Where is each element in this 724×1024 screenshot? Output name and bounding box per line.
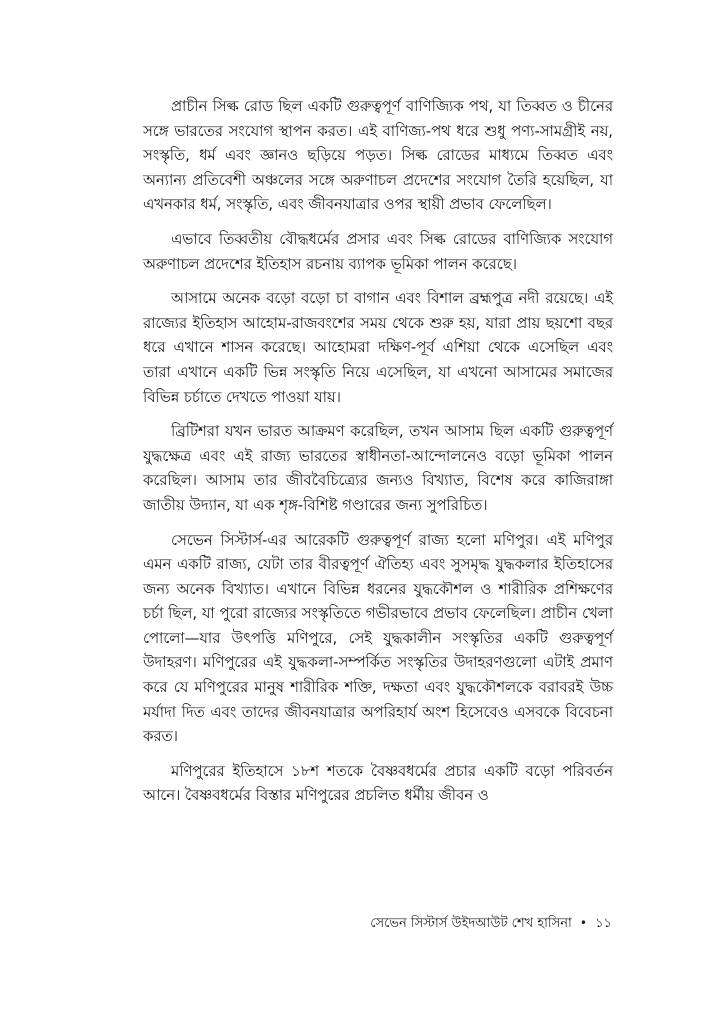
- paragraph-assam: আসামে অনেক বড়ো বড়ো চা বাগান এবং বিশাল ব্রহ্মপুত্র নদী রয়েছে। এই রাজ্যের ইতিহাস আহোম-রাজবংশের সময় থেকে শুরু হয়, যারা প্রায় ছয়শো বছর ধরে এখানে শাসন করেছে। আহোমরা দক্ষিণ-পূর্ব এশিয়া থেকে এসেছিল এবং তারা এখানে একটি ভিন্ন সংস্কৃতি নিয়ে এসেছিল, যা এখনো আসামের সমাজের বিভিন্ন চর্চাতে দেখতে পাওয়া যায়।: [143, 290, 613, 406]
- paragraph-tibetan-buddhism: এভাবে তিব্বতীয় বৌদ্ধধর্মের প্রসার এবং সিল্ক রোডের বাণিজ্যিক সংযোগ অরুণাচল প্রদেশের ইতিহাস রচনায় ব্যাপক ভূমিকা পালন করেছে।: [143, 230, 613, 273]
- page-number: ১১: [595, 916, 612, 931]
- paragraph-vaishnavism: মণিপুরের ইতিহাসে ১৮শ শতকে বৈষ্ণবধর্মের প্রচার একটি বড়ো পরিবর্তন আনে। বৈষ্ণবধর্মের বিস্তার মণিপুরের প্রচলিত ধর্মীয় জীবন ও: [143, 762, 613, 805]
- page-footer: [370, 914, 612, 933]
- paragraph-british-assam: ব্রিটিশরা যখন ভারত আক্রমণ করেছিল, তখন আসাম ছিল একটি গুরুত্বপূর্ণ যুদ্ধক্ষেত্র এবং এই রাজ্য ভারতের স্বাধীনতা-আন্দোলনেও বড়ো ভূমিকা পালন করেছিল। আসাম তার জীববৈচিত্র্যের জন্যও বিখ্যাত, বিশেষ করে কাজিরাঙ্গা জাতীয় উদ্যান, যা এক শৃঙ্গ-বিশিষ্ট গণ্ডারের জন্য সুপরিচিত।: [143, 423, 613, 514]
- running-title: সেভেন সিস্টার্স উইদআউট শেখ হাসিনা: [370, 916, 572, 931]
- paragraph-silk-road: প্রাচীন সিল্ক রোড ছিল একটি গুরুত্বপূর্ণ বাণিজ্যিক পথ, যা তিব্বত ও চীনের সঙ্গে ভারতের সংযোগ স্থাপন করত। এই বাণিজ্য-পথ ধরে শুধু পণ্য-সামগ্রীই নয়, সংস্কৃতি, ধর্ম এবং জ্ঞানও ছড়িয়ে পড়ত। সিল্ক রোডের মাধ্যমে তিব্বত এবং অন্যান্য প্রতিবেশী অঞ্চলের সঙ্গে অরুণাচল প্রদেশের সংযোগ তৈরি হয়েছিল, যা এখনকার ধর্ম, সংস্কৃতি, এবং জীবনযাত্রার ওপর স্থায়ী প্রভাব ফেলেছিল।: [143, 98, 613, 214]
- page-body: [143, 95, 613, 819]
- footer-separator: •: [579, 916, 587, 930]
- paragraph-manipur: সেভেন সিস্টার্স-এর আরেকটি গুরুত্বপূর্ণ রাজ্য হলো মণিপুর। এই মণিপুর এমন একটি রাজ্য, যেটা তার বীরত্বপূর্ণ ঐতিহ্য এবং সুসমৃদ্ধ যুদ্ধকলার ইতিহাসের জন্য অনেক বিখ্যাত। এখানে বিভিন্ন ধরনের যুদ্ধকৌশল ও শারীরিক প্রশিক্ষণের চর্চা ছিল, যা পুরো রাজ্যের সংস্কৃতিতে গভীরভাবে প্রভাব ফেলেছিল। প্রাচীন খেলা পোলো—যার উৎপত্তি মণিপুরে, সেই যুদ্ধকালীন সংস্কৃতির একটি গুরুত্বপূর্ণ উদাহরণ। মণিপুরের এই যুদ্ধকলা-সম্পর্কিত সংস্কৃতির উদাহরণগুলো এটাই প্রমাণ করে যে মণিপুরের মানুষ শারীরিক শক্তি, দক্ষতা এবং যুদ্ধকৌশলকে বরাবরই উচ্চ মর্যাদা দিত এবং তাদের জীবনযাত্রার অপরিহার্য অংশ হিসেবেও এসবকে বিবেচনা করত।: [143, 531, 613, 746]
